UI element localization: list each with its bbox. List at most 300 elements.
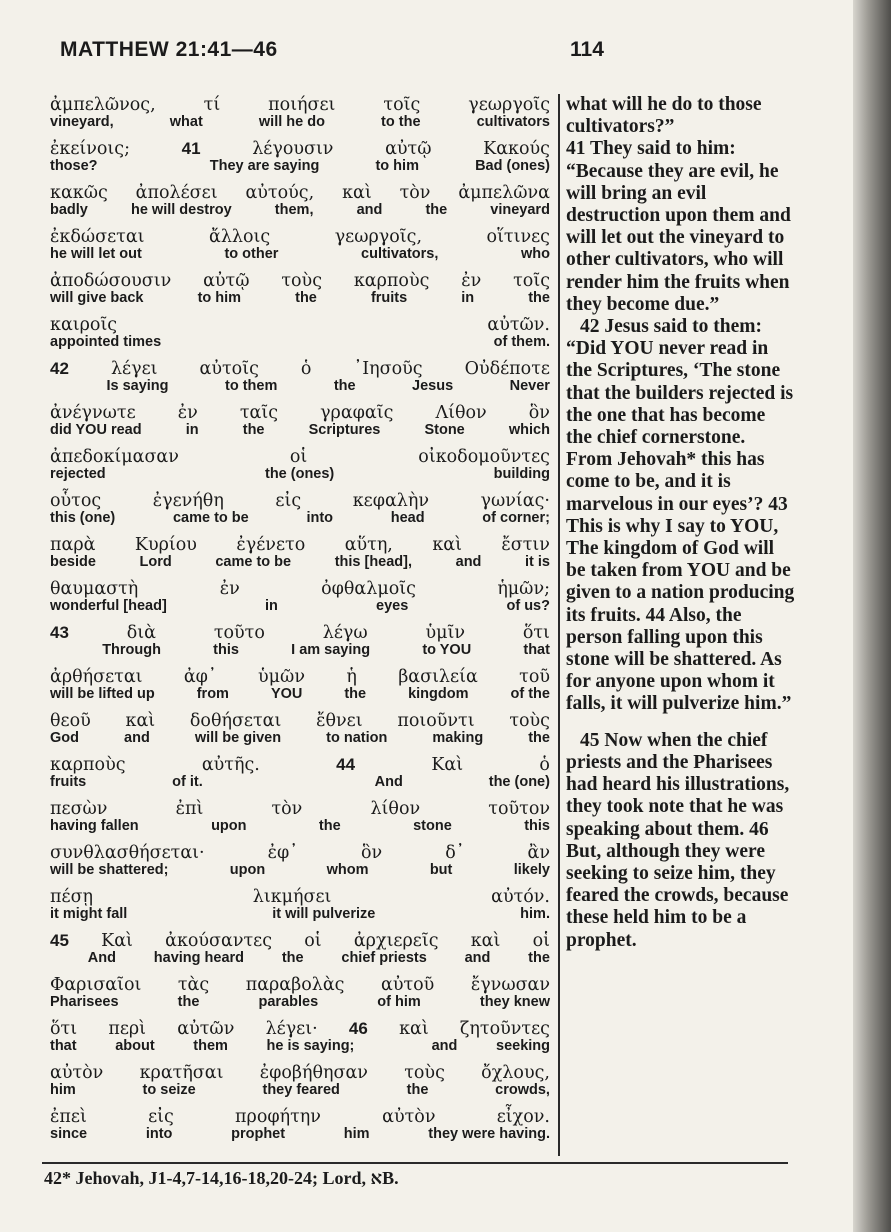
greek-word: ἀπεδοκίμασαν <box>50 447 179 467</box>
greek-word: λέγουσιν <box>252 139 334 159</box>
english-gloss-row <box>50 554 550 571</box>
greek-text-row <box>50 622 550 644</box>
english-gloss: of the <box>510 686 550 702</box>
english-gloss: which <box>508 422 550 438</box>
english-gloss: them <box>193 1038 228 1054</box>
interlinear-line <box>50 402 550 446</box>
greek-word: καρποὺς <box>50 755 126 775</box>
english-gloss: beside <box>50 554 96 570</box>
english-gloss: will be lifted up <box>50 686 155 702</box>
interlinear-line <box>50 1062 550 1106</box>
english-gloss-row <box>50 202 550 219</box>
english-gloss: and <box>356 202 383 218</box>
greek-word: καιροῖς <box>50 315 118 335</box>
english-gloss: of it. <box>172 774 203 790</box>
english-gloss: rejected <box>50 466 106 482</box>
english-gloss: the (ones) <box>264 466 335 482</box>
greek-text-row <box>50 710 550 732</box>
interlinear-line <box>50 490 550 534</box>
greek-text-row <box>50 578 550 600</box>
page-header <box>60 38 604 68</box>
greek-word: ἔστιν <box>501 535 550 555</box>
english-gloss: and <box>431 1038 458 1054</box>
greek-word: καὶ <box>399 1019 429 1039</box>
greek-word: προφήτην <box>235 1107 321 1127</box>
greek-word: ἀμπελῶνα <box>458 183 550 203</box>
english-gloss-row <box>50 950 550 967</box>
english-gloss: and <box>464 950 491 966</box>
english-gloss: who <box>521 246 550 262</box>
english-gloss-row <box>50 114 550 131</box>
english-gloss: he is saying; <box>266 1038 355 1054</box>
english-gloss: the <box>425 202 448 218</box>
greek-word: αὐτὸν <box>50 1063 104 1083</box>
english-gloss: it will pulverize <box>272 906 376 922</box>
greek-word: θεοῦ <box>50 711 91 731</box>
english-gloss: the <box>177 994 200 1010</box>
greek-word: λέγει· <box>265 1019 318 1039</box>
english-gloss: into <box>306 510 334 526</box>
interlinear-line <box>50 314 550 358</box>
translation-paragraph: what will he do to those cultivators?” <box>566 94 762 138</box>
english-gloss: they feared <box>262 1082 340 1098</box>
greek-word: ἀποδώσουσιν <box>50 271 172 291</box>
greek-text-row <box>50 226 550 248</box>
interlinear-line <box>50 622 550 666</box>
greek-word: αὐτῷ <box>385 139 432 159</box>
english-gloss-row <box>50 290 550 307</box>
greek-word: ἀνέγνωτε <box>50 403 136 423</box>
greek-word: ἐπεὶ <box>50 1107 87 1127</box>
greek-word: λίθον <box>370 799 421 819</box>
interlinear-line <box>50 842 550 886</box>
greek-word: ἀφ᾽ <box>183 667 217 687</box>
greek-word: ἐφοβήθησαν <box>259 1063 368 1083</box>
greek-word: ὀφθαλμοῖς <box>321 579 416 599</box>
english-gloss: will he do <box>258 114 325 130</box>
page-number: 114 <box>570 38 604 61</box>
english-gloss: cultivators <box>476 114 550 130</box>
greek-word: οὗτος <box>50 491 102 511</box>
interlinear-line <box>50 182 550 226</box>
greek-text-row <box>50 314 550 336</box>
greek-word: αὐτοῖς <box>199 359 259 379</box>
english-gloss-row <box>50 862 550 879</box>
english-gloss: parables <box>258 994 319 1010</box>
greek-word: Κυρίου <box>134 535 197 555</box>
verse-number: 42 <box>50 359 69 378</box>
english-gloss: the <box>333 378 356 394</box>
greek-word: τοὺς <box>281 271 323 291</box>
greek-word: καὶ <box>470 931 501 951</box>
greek-text-row <box>50 666 550 688</box>
interlinear-column <box>50 94 550 1150</box>
greek-word: καρποὺς <box>353 271 430 291</box>
english-gloss-row <box>50 466 550 483</box>
translation-column <box>566 94 796 952</box>
greek-word: περὶ <box>108 1019 147 1039</box>
greek-word: κρατῆσαι <box>139 1063 224 1083</box>
greek-text-row <box>50 886 550 908</box>
greek-word: ἐγένετο <box>236 535 306 555</box>
greek-word: Φαρισαῖοι <box>50 975 142 995</box>
interlinear-line <box>50 138 550 182</box>
greek-text-row <box>50 974 550 996</box>
english-gloss-row <box>50 510 550 527</box>
greek-text-row <box>50 930 550 952</box>
greek-word: ὅτι <box>522 623 550 643</box>
greek-word: λικμήσει <box>252 887 332 907</box>
greek-word: γεωργοῖς, <box>334 227 423 247</box>
greek-word: αὐτῷ <box>203 271 250 291</box>
translation-paragraph: 45 Now when the chief priests and the Pharisees had heard his illustrations, they took note that he was speaking about them. 46 But, although they were seeking to seize him, they feared the crowds, because these held him to be a prophet. <box>566 729 790 951</box>
greek-word: τοὺς <box>509 711 550 731</box>
english-gloss: this [head], <box>334 554 413 570</box>
greek-text-row <box>50 1106 550 1128</box>
greek-word: τοῦτο <box>213 623 265 643</box>
interlinear-line <box>50 666 550 710</box>
interlinear-line <box>50 798 550 842</box>
greek-text-row <box>50 754 550 776</box>
verse-number: 43 <box>50 623 69 642</box>
interlinear-line <box>50 358 550 402</box>
english-gloss: And <box>87 950 116 966</box>
english-gloss: wonderful [head] <box>50 598 167 614</box>
english-gloss: chief priests <box>341 950 427 966</box>
greek-word: τί <box>203 95 221 115</box>
greek-word: ὄχλους, <box>481 1063 550 1083</box>
english-gloss: likely <box>513 862 550 878</box>
english-gloss: in <box>461 290 475 306</box>
english-gloss-row <box>50 158 550 175</box>
greek-word: ὃν <box>361 843 383 863</box>
english-gloss: will be given <box>194 730 282 746</box>
english-gloss-row <box>50 246 550 263</box>
english-gloss: in <box>185 422 199 438</box>
english-gloss: upon <box>229 862 266 878</box>
greek-word: ἐφ᾽ <box>267 843 298 863</box>
english-gloss-row <box>50 642 550 659</box>
greek-word: δοθήσεται <box>189 711 282 731</box>
english-gloss: since <box>50 1126 88 1142</box>
greek-word: αὐτῆς. <box>201 755 260 775</box>
english-gloss: him <box>343 1126 370 1142</box>
english-gloss-row <box>50 774 550 791</box>
greek-word: γραφαῖς <box>320 403 394 423</box>
english-gloss: God <box>50 730 79 746</box>
greek-word: ἡμῶν; <box>497 579 550 599</box>
greek-word: γεωργοῖς <box>468 95 550 115</box>
greek-word: ζητοῦντες <box>459 1019 550 1039</box>
english-gloss: that <box>523 642 550 658</box>
english-gloss: having fallen <box>50 818 139 834</box>
english-gloss: YOU <box>270 686 303 702</box>
greek-word: ἐκδώσεται <box>50 227 145 247</box>
english-gloss: the <box>528 290 550 306</box>
english-gloss: seeking <box>496 1038 550 1054</box>
english-gloss: to other <box>224 246 279 262</box>
english-gloss: that <box>50 1038 77 1054</box>
greek-word: πέσῃ <box>50 887 93 907</box>
interlinear-line <box>50 710 550 754</box>
translation-paragraph: 42 Jesus said to them: “Did YOU never read in the Scriptures, ‘The stone that the builders rejected is the one that has become the chief cornerstone. From Jehovah* this has come to be, and it is marvelous in our eyes’? 43 This is why I say to YOU, The kingdom of God will be taken from YOU and be given to a nation producing its fruits. 44 Also, the person falling upon this stone will be shattered. As for anyone upon whom it falls, it will pulverize him.” <box>566 316 795 715</box>
english-gloss: they were having. <box>428 1126 550 1142</box>
english-gloss: and <box>455 554 482 570</box>
english-gloss: will be shattered; <box>50 862 169 878</box>
verse-number: 41 <box>181 139 201 158</box>
english-gloss: They are saying <box>209 158 320 174</box>
english-gloss: the <box>528 730 550 746</box>
interlinear-line <box>50 886 550 930</box>
english-gloss: what <box>169 114 203 130</box>
greek-word: Λίθον <box>435 403 487 423</box>
english-gloss: he will destroy <box>130 202 232 218</box>
greek-word: ὑμῖν <box>425 623 465 643</box>
english-gloss: of him <box>377 994 421 1010</box>
english-gloss: it is <box>525 554 550 570</box>
english-gloss: to nation <box>326 730 388 746</box>
greek-word: βασιλεία <box>398 667 478 687</box>
greek-word: οἱ <box>532 931 550 951</box>
greek-word: ἀμπελῶνος, <box>50 95 156 115</box>
english-gloss: this <box>524 818 550 834</box>
english-gloss: the <box>295 290 317 306</box>
english-gloss: Bad (ones) <box>475 158 550 174</box>
interlinear-line <box>50 930 550 974</box>
greek-word: ἐπὶ <box>175 799 204 819</box>
greek-word: ὅτι <box>50 1019 78 1039</box>
greek-text-row <box>50 138 550 160</box>
english-gloss: came to be <box>215 554 292 570</box>
greek-word: αὕτη, <box>344 535 393 555</box>
interlinear-line <box>50 534 550 578</box>
interlinear-line <box>50 578 550 622</box>
greek-word: ᾿Ιησοῦς <box>353 359 423 379</box>
english-gloss: him. <box>520 906 550 922</box>
english-gloss: to seize <box>142 1082 196 1098</box>
greek-word: ἔγνωσαν <box>470 975 550 995</box>
greek-word: κεφαλὴν <box>352 491 429 511</box>
english-gloss: to them <box>225 378 278 394</box>
greek-word: καὶ <box>125 711 156 731</box>
english-gloss: it might fall <box>50 906 128 922</box>
greek-word: Καὶ <box>101 931 133 951</box>
greek-word: Κακούς <box>483 139 550 159</box>
greek-word: οἰκοδομοῦντες <box>418 447 550 467</box>
greek-text-row <box>50 270 550 292</box>
greek-word: ὑμῶν <box>258 667 305 687</box>
english-gloss: whom <box>326 862 369 878</box>
english-gloss: the (one) <box>488 774 550 790</box>
greek-word: συνθλασθήσεται· <box>50 843 205 863</box>
interlinear-line <box>50 226 550 270</box>
english-gloss: but <box>429 862 453 878</box>
greek-word: τοῖς <box>383 95 421 115</box>
greek-text-row <box>50 446 550 468</box>
greek-word: λέγω <box>322 623 368 643</box>
english-gloss-row <box>50 994 550 1011</box>
greek-word: οἱ <box>304 931 322 951</box>
greek-text-row <box>50 182 550 204</box>
english-gloss: Is saying <box>106 378 169 394</box>
english-gloss: in <box>264 598 278 614</box>
english-gloss: cultivators, <box>361 246 439 262</box>
interlinear-line <box>50 446 550 490</box>
english-gloss-row <box>50 1126 550 1143</box>
greek-word: ἂν <box>527 843 550 863</box>
english-gloss: them, <box>274 202 314 218</box>
verse-number: 46 <box>348 1019 368 1038</box>
english-gloss: he will let out <box>50 246 142 262</box>
greek-text-row <box>50 798 550 820</box>
english-gloss: Pharisees <box>50 994 119 1010</box>
english-gloss-row <box>50 1038 550 1055</box>
greek-word: ἀρχιερεῖς <box>353 931 439 951</box>
english-gloss: into <box>145 1126 173 1142</box>
greek-word: αὐτὸν <box>382 1107 436 1127</box>
english-gloss: to him <box>197 290 242 306</box>
english-gloss: stone <box>413 818 452 834</box>
greek-word: γωνίας· <box>480 491 550 511</box>
english-gloss: and <box>124 730 150 746</box>
english-gloss: this (one) <box>50 510 116 526</box>
running-title: MATTHEW 21:41—46 <box>60 38 278 61</box>
english-gloss: they knew <box>479 994 550 1010</box>
greek-word: ποιήσει <box>268 95 336 115</box>
greek-word: ἐν <box>219 579 240 599</box>
english-gloss: Jesus <box>412 378 454 394</box>
english-gloss: making <box>432 730 484 746</box>
interlinear-line <box>50 754 550 798</box>
english-gloss-row <box>50 598 550 615</box>
english-gloss: fruits <box>50 774 87 790</box>
greek-word: λέγει <box>110 359 158 379</box>
greek-word: τὸν <box>399 183 431 203</box>
greek-word: Οὐδέποτε <box>464 359 550 379</box>
greek-word: τοὺς <box>404 1063 445 1083</box>
english-gloss: Through <box>102 642 161 658</box>
english-gloss: of corner; <box>482 510 550 526</box>
greek-word: τοῦ <box>519 667 550 687</box>
greek-word: αὐτοῦ <box>381 975 435 995</box>
english-gloss-row <box>50 378 550 395</box>
greek-word: εἰς <box>275 491 302 511</box>
interlinear-line <box>50 270 550 314</box>
english-gloss: badly <box>50 202 88 218</box>
english-gloss: appointed times <box>50 334 162 350</box>
english-gloss: vineyard <box>490 202 550 218</box>
verse-number: 44 <box>336 755 356 774</box>
greek-word: οἵτινες <box>486 227 550 247</box>
column-divider <box>558 94 560 1156</box>
greek-word: ἐκείνοις; <box>50 139 130 159</box>
greek-word: δ᾽ <box>445 843 465 863</box>
greek-word: αὐτόν. <box>491 887 550 907</box>
english-gloss: about <box>115 1038 155 1054</box>
english-gloss: the <box>344 686 367 702</box>
greek-word: παραβολὰς <box>245 975 345 995</box>
english-gloss: the <box>406 1082 429 1098</box>
english-gloss: the <box>528 950 550 966</box>
english-gloss: I am saying <box>291 642 371 658</box>
greek-word: τοῦτον <box>488 799 550 819</box>
greek-word: οἱ <box>289 447 308 467</box>
english-gloss-row <box>50 1082 550 1099</box>
greek-text-row <box>50 490 550 512</box>
english-gloss: him <box>50 1082 76 1098</box>
greek-text-row <box>50 402 550 424</box>
english-gloss: Scriptures <box>308 422 381 438</box>
english-gloss-row <box>50 334 550 351</box>
english-gloss: Never <box>509 378 550 394</box>
greek-word: εἶχον. <box>496 1107 550 1127</box>
english-gloss: did YOU read <box>50 422 142 438</box>
greek-word: κακῶς <box>50 183 108 203</box>
english-gloss: the <box>242 422 265 438</box>
english-gloss: of them. <box>493 334 550 350</box>
greek-word: πεσὼν <box>50 799 108 819</box>
english-gloss: came to be <box>172 510 249 526</box>
english-gloss: building <box>493 466 550 482</box>
english-gloss: head <box>390 510 425 526</box>
english-gloss-row <box>50 422 550 439</box>
english-gloss: this <box>213 642 239 658</box>
english-gloss: vineyard, <box>50 114 114 130</box>
english-gloss: Lord <box>139 554 172 570</box>
greek-text-row <box>50 534 550 556</box>
greek-word: ταῖς <box>239 403 278 423</box>
english-gloss: the <box>281 950 304 966</box>
english-gloss: to him <box>375 158 419 174</box>
greek-word: διὰ <box>126 623 156 643</box>
english-gloss: fruits <box>370 290 408 306</box>
greek-word: θαυμαστὴ <box>50 579 139 599</box>
english-gloss: from <box>196 686 229 702</box>
greek-text-row <box>50 842 550 864</box>
translation-paragraph: 41 They said to him: “Because they are evil, he will bring an evil destruction upon them and will let out the vineyard to other cultivators, who will render him the fruits when they become due.” <box>566 138 791 315</box>
english-gloss: prophet <box>231 1126 286 1142</box>
greek-word: ἔθνει <box>316 711 363 731</box>
english-gloss: to YOU <box>422 642 472 658</box>
greek-word: ὁ <box>539 755 550 775</box>
greek-word: Καὶ <box>431 755 464 775</box>
greek-word: ἀπολέσει <box>135 183 218 203</box>
english-gloss-row <box>50 686 550 703</box>
greek-word: ἄλλοις <box>209 227 271 247</box>
english-gloss: kingdom <box>408 686 469 702</box>
greek-word: ἐγενήθη <box>152 491 224 511</box>
english-gloss-row <box>50 730 550 747</box>
english-gloss: the <box>318 818 341 834</box>
english-gloss: having heard <box>153 950 245 966</box>
greek-word: ἀκούσαντες <box>165 931 273 951</box>
english-gloss: those? <box>50 158 98 174</box>
greek-word: ἐν <box>461 271 482 291</box>
interlinear-line <box>50 94 550 138</box>
greek-word: καὶ <box>342 183 372 203</box>
footnote: 42* Jehovah, J1-4,7-14,16-18,20-24; Lord, אB. <box>44 1168 399 1188</box>
greek-text-row <box>50 1018 550 1040</box>
greek-word: τοῖς <box>513 271 550 291</box>
greek-text-row <box>50 358 550 380</box>
greek-word: αὐτῶν. <box>487 315 550 335</box>
english-gloss: will give back <box>50 290 144 306</box>
english-gloss: to the <box>381 114 421 130</box>
greek-word: εἰς <box>148 1107 174 1127</box>
greek-word: ἐν <box>177 403 198 423</box>
greek-word: ἀρθήσεται <box>50 667 143 687</box>
greek-word: τὸν <box>271 799 303 819</box>
